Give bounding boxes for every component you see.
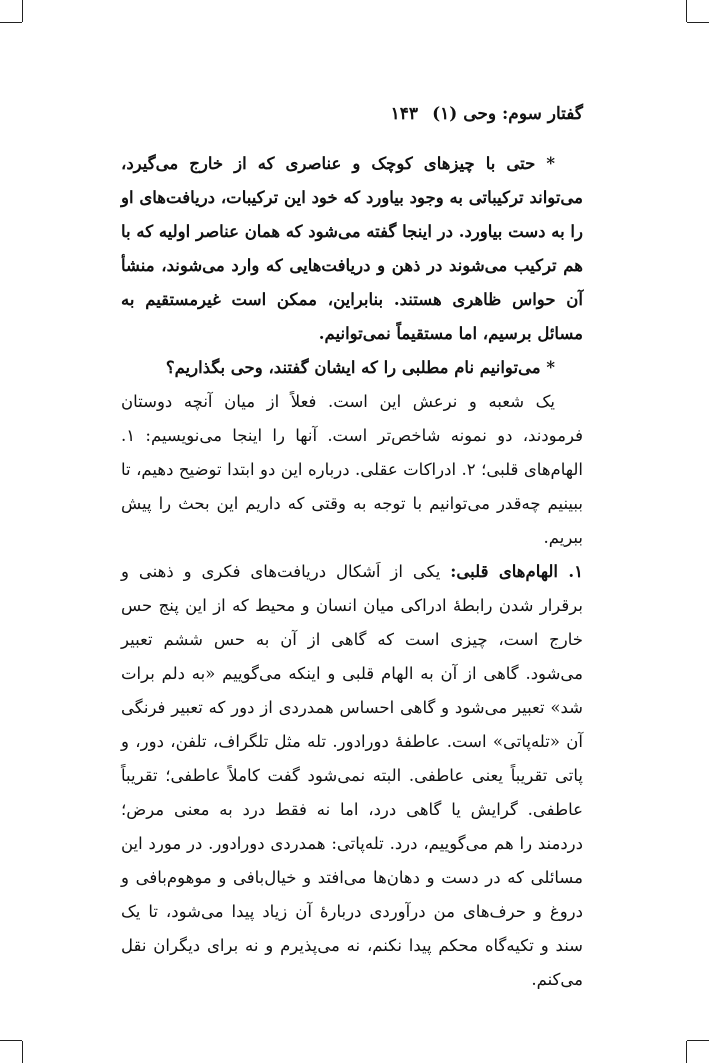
body-text [121, 147, 583, 997]
section-text: یکی از اَشکال دریافت‌های فکری و ذهنی و برقرار شدن رابطهٔ ادراکی میان انسان و محیط که از این پنج حس خارج است، چیزی است که گاهی از آن به حس ششم تعبیر می‌شود. گاهی از آن به الهام قلبی و اینکه می‌گوییم «به دلم برات شد» تعبیر می‌شود و گاهی احساس همدردی از دور که تعبیر فرنگی آن «تله‌پاتی» است. عاطفهٔ دورادور. تله مثل تلگراف، تلفن، دور، و پاتی تقریباً یعنی عاطفی. البته نمی‌شود گفت کاملاً عاطفی؛ تقریباً عاطفی. گرایش یا گاهی درد، اما نه فقط درد به معنی مرض؛ دردمند را هم می‌گوییم، درد. تله‌پاتی: همدردی دورادور. در مورد این مسائلی که در دست و دهان‌ها می‌افتد و خیال‌بافی و موهوم‌بافی و دروغ و حرف‌های من درآوردی دربارهٔ آن زیاد پیدا می‌شود، تا یک سند و تکیه‌گاه محکم پیدا نکنم، نه می‌پذیرم و نه برای دیگران نقل می‌کنم. [121, 562, 583, 989]
question-paragraph-1: * حتی با چیزهای کوچک و عناصری که از خارج می‌گیرد، می‌تواند ترکیباتی به وجود بیاورد که خود این ترکیبات، دریافت‌های او را به دست بیاورد. در اینجا گفته می‌شود که همان عناصر اولیه که با هم ترکیب می‌شوند در ذهن و دریافت‌هایی که وارد می‌شوند، منشأ آن حواس ظاهری هستند. بنابراین، ممکن است غیرمستقیم به مسائل برسیم، اما مستقیماً نمی‌توانیم. [121, 154, 583, 343]
crop-mark-top-left-h [0, 22, 22, 23]
page-number: ۱۴۳ [390, 104, 419, 124]
crop-mark-top-right-h [687, 22, 709, 23]
section-paragraph-heart-inspirations [121, 555, 583, 997]
section-lead: ۱. الهام‌های قلبی: [450, 562, 584, 581]
crop-mark-top-right-v [686, 0, 687, 22]
crop-mark-bottom-right-h [687, 1040, 709, 1041]
chapter-title: گفتار سوم: وحی (۱) [432, 104, 583, 124]
crop-mark-top-left-v [22, 0, 23, 22]
running-header [391, 104, 583, 124]
question-paragraph-2: * می‌توانیم نام مطلبی را که ایشان گفتند، وحی بگذاریم؟ [165, 358, 555, 377]
crop-mark-bottom-left-v [22, 1041, 23, 1063]
crop-mark-bottom-right-v [686, 1041, 687, 1063]
answer-paragraph: یک شعبه و نرعش این است. فعلاً از میان آنچه دوستان فرمودند، دو نمونه شاخص‌تر است. آنها را اینجا می‌نویسیم: ۱. الهام‌های قلبی؛ ۲. ادراکات عقلی. درباره این دو ابتدا توضیح دهیم، تا ببینیم چه‌قدر می‌توانیم با توجه به وقتی که داریم این بحث را پیش ببریم. [121, 392, 583, 547]
crop-mark-bottom-left-h [0, 1040, 22, 1041]
